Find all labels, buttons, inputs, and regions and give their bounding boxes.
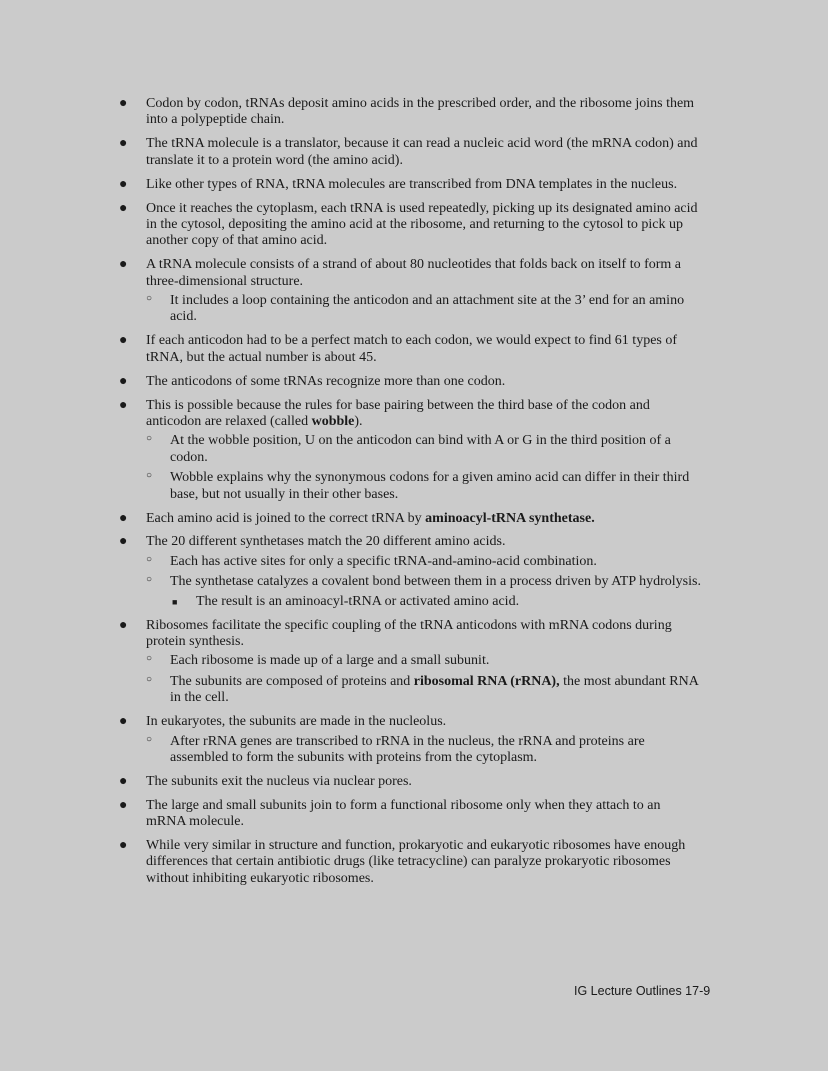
sub-bullet-marker: ○ <box>146 653 153 665</box>
square-bullet-marker: ■ <box>172 596 178 607</box>
sub-bullet-text: It includes a loop containing the anticodon and an attachment site at the 3’ end for an amino acid. <box>170 293 685 325</box>
sub-bullet-marker: ○ <box>146 673 153 685</box>
bullet-item <box>0 534 828 610</box>
bullet-text: Each amino acid is joined to the correct tRNA by <box>146 510 426 526</box>
bullet-marker: ● <box>119 838 128 854</box>
sub-bullet-item <box>146 433 704 466</box>
sub-bullet-text: After rRNA genes are transcribed to rRNA in the nucleus, the rRNA and proteins are assembled to form the subunits with proteins from the cytoplasm. <box>170 733 645 765</box>
bullet-item <box>0 257 828 326</box>
bullet-text: Codon by codon, tRNAs deposit amino acids in the prescribed order, and the ribosome joins them into a polypeptide chain. <box>146 96 695 128</box>
sub-bullet-text: Each ribosome is made up of a large and a small subunit. <box>170 653 490 669</box>
sub-bullet-item <box>146 470 704 503</box>
bullet-item <box>0 201 828 250</box>
bullet-text: In eukaryotes, the subunits are made in the nucleolus. <box>146 714 447 730</box>
bullet-text: Once it reaches the cytoplasm, each tRNA is used repeatedly, picking up its designated amino acid in the cytosol, depositing the amino acid at the ribosome, and returning to the cytosol to pick up another copy of that amino acid. <box>146 200 698 249</box>
sub-bullet-text: At the wobble position, U on the anticodon can bind with A or G in the third position of a codon. <box>170 433 671 465</box>
bold-term-synthetase: aminoacyl-tRNA synthetase. <box>425 510 595 526</box>
sub-sub-bullet-text: The result is an aminoacyl-tRNA or activated amino acid. <box>196 593 520 609</box>
bold-term-wobble: wobble <box>311 414 355 429</box>
bullet-marker: ● <box>119 96 128 111</box>
sub-bullet-marker: ○ <box>146 433 153 445</box>
bullet-item <box>0 618 828 707</box>
bullet-item <box>0 136 828 169</box>
bold-term-rrna: ribosomal RNA (rRNA), <box>413 673 560 689</box>
sub-bullet-item <box>146 653 704 669</box>
sub-bullet-marker: ○ <box>146 733 153 745</box>
sub-sub-bullet-item <box>170 594 704 610</box>
bullet-marker: ● <box>119 510 128 526</box>
sub-bullet-text-tail: the most abundant RNA in the cell. <box>170 673 699 706</box>
bullet-text: This is possible because the rules for base pairing between the third base of the codon and anticodon are relaxed (called <box>146 397 650 429</box>
bullet-item <box>0 798 828 831</box>
sub-bullet-item <box>146 574 704 610</box>
sub-bullet-text: Each has active sites for only a specific tRNA-and-amino-acid combination. <box>170 553 597 569</box>
bullet-marker: ● <box>119 200 128 216</box>
bullet-marker: ● <box>119 773 128 789</box>
sub-bullet-item <box>146 674 704 707</box>
bullet-item <box>0 333 828 366</box>
bullet-text: The anticodons of some tRNAs recognize more than one codon. <box>146 373 506 389</box>
bullet-text: A tRNA molecule consists of a strand of about 80 nucleotides that folds back on itself to form a three-dimensional structure. <box>146 257 682 289</box>
bullet-item <box>0 511 828 527</box>
sub-list <box>146 293 700 326</box>
sub-bullet-marker: ○ <box>146 553 153 565</box>
bullet-item <box>0 177 828 193</box>
bullet-item <box>0 714 828 766</box>
bullet-marker: ● <box>119 714 128 730</box>
sub-bullet-marker: ○ <box>146 574 153 586</box>
bullet-item <box>0 96 828 129</box>
bullet-marker: ● <box>119 617 128 633</box>
sub-bullet-text: The subunits are composed of proteins and <box>170 673 414 689</box>
bullet-marker: ● <box>119 397 128 413</box>
bullet-text-tail: ). <box>354 414 363 429</box>
bullet-marker: ● <box>119 534 128 550</box>
sub-bullet-marker: ○ <box>146 470 153 482</box>
bullet-text: While very similar in structure and function, prokaryotic and eukaryotic ribosomes have enough differences that certain antibiotic drugs (like tetracycline) can paralyze prokaryotic ribosomes without inhibiting eukaryotic ribosomes. <box>146 838 686 886</box>
bullet-marker: ● <box>119 333 128 349</box>
sub-bullet-item <box>146 734 704 767</box>
bullet-marker: ● <box>119 797 128 813</box>
bullet-text: The 20 different synthetases match the 20 different amino acids. <box>146 534 506 550</box>
sub-bullet-item <box>146 293 704 326</box>
sub-bullet-item <box>146 554 704 570</box>
bullet-text: If each anticodon had to be a perfect match to each codon, we would expect to find 61 types of tRNA, but the actual number is about 45. <box>146 333 678 365</box>
bullet-marker: ● <box>119 176 128 192</box>
sub-bullet-text: The synthetase catalyzes a covalent bond between them in a process driven by ATP hydrolysis. <box>170 574 701 590</box>
sub-bullet-marker: ○ <box>146 293 153 305</box>
sub-list <box>146 554 700 610</box>
bullet-text: The tRNA molecule is a translator, because it can read a nucleic acid word (the mRNA codon) and translate it to a protein word (the amino acid). <box>146 136 698 168</box>
bullet-item <box>0 374 828 390</box>
bullet-item <box>0 774 828 790</box>
bullet-marker: ● <box>119 257 128 273</box>
bullet-text: The large and small subunits join to form a functional ribosome only when they attach to an mRNA molecule. <box>146 797 661 830</box>
bullet-text: Ribosomes facilitate the specific coupling of the tRNA anticodons with mRNA codons during protein synthesis. <box>146 617 672 649</box>
bullet-marker: ● <box>119 373 128 389</box>
sub-list <box>146 433 700 503</box>
bullet-marker: ● <box>119 136 128 152</box>
bullet-text: The subunits exit the nucleus via nuclear pores. <box>146 773 412 789</box>
bullet-item <box>0 398 828 503</box>
sub-list <box>146 653 700 706</box>
sub-sub-list <box>170 594 704 610</box>
page-footer: IG Lecture Outlines 17-9 <box>574 984 711 998</box>
sub-bullet-text: Wobble explains why the synonymous codons for a given amino acid can differ in their third base, but not usually in their other bases. <box>170 470 690 502</box>
bullet-text: Like other types of RNA, tRNA molecules are transcribed from DNA templates in the nucleus. <box>146 176 678 192</box>
bullet-item <box>0 838 828 887</box>
sub-list <box>146 734 700 767</box>
lecture-outline <box>0 96 828 895</box>
